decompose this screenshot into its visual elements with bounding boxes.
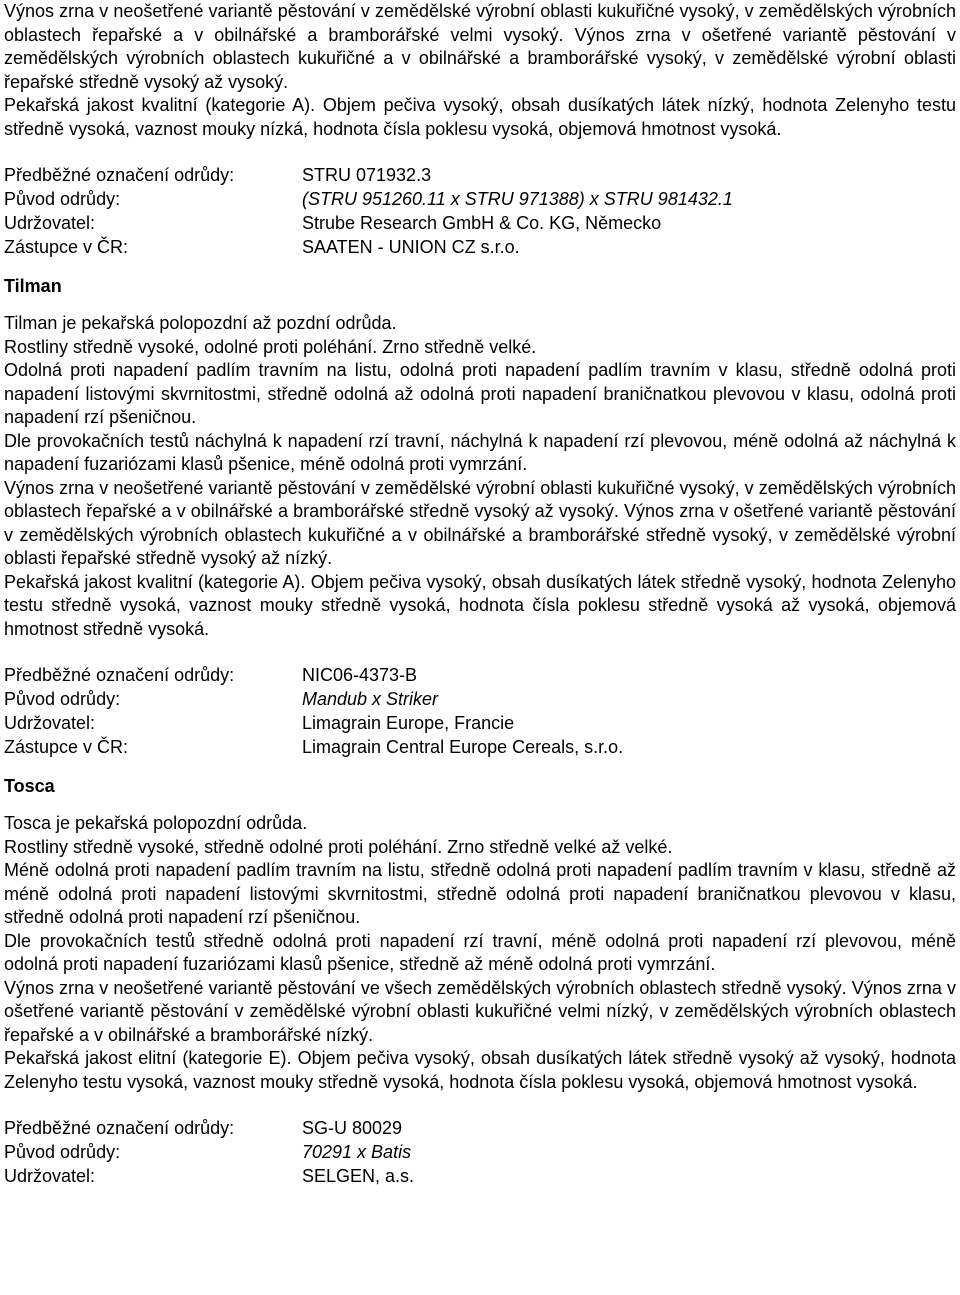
meta-label: Původ odrůdy: (4, 1142, 121, 1162)
meta-value: SG-U 80029 (302, 1118, 403, 1138)
section-heading-tosca: Tosca (4, 776, 55, 796)
tosca-section (4, 769, 956, 1188)
meta-value: STRU 071932.3 (302, 165, 432, 185)
section-heading-tilman: Tilman (4, 276, 62, 296)
meta-row-designation (4, 163, 956, 187)
meta-label: Předběžné označení odrůdy: (4, 165, 235, 185)
tosca-plants: Rostliny středně vysoké, středně odolné proti poléhání. Zrno středně velké až velké. (4, 836, 673, 857)
meta-row-maintainer (4, 211, 956, 235)
meta-label: Zástupce v ČR: (4, 737, 129, 757)
meta-value: 70291 x Batis (302, 1142, 412, 1162)
meta-row-representative (4, 735, 956, 759)
spacer (4, 641, 956, 663)
meta-label: Předběžné označení odrůdy: (4, 665, 235, 685)
tilman-quality: Pekařská jakost kvalitní (kategorie A). Objem pečiva vysoký, obsah dusíkatých látek středně vysoký, hodnota Zelenyho testu středně vysoká, vaznost mouky středně vysoká, hodnota čísla poklesu středně vysoká až vysoká, objemová hmotnost středně vysoká. (4, 571, 956, 639)
meta-label: Původ odrůdy: (4, 689, 121, 709)
meta-value: Mandub x Striker (302, 689, 439, 709)
meta-value: Strube Research GmbH & Co. KG, Německo (302, 213, 662, 233)
spacer (4, 141, 956, 163)
meta-label: Udržovatel: (4, 1166, 96, 1186)
meta-value: SELGEN, a.s. (302, 1166, 415, 1186)
tosca-summary: Tosca je pekařská polopozdní odrůda. (4, 813, 308, 833)
tosca-provocation-tests: Dle provokačních testů středně odolná proti napadení rzí travní, méně odolná proti napadení rzí plevovou, méně odolná proti napadení fuzariózami klasů pšenice, středně až méně odolná proti vymrzání. (4, 930, 956, 974)
intro-yield-paragraph: Výnos zrna v neošetřené variantě pěstování v zemědělské výrobní oblasti kukuřičné vysoký, v zemědělských výrobních oblastech řepařské a v obilnářské a bramborářské velmi vysoký. Výnos zrna v ošetřené variantě pěstování v zemědělských výrobních oblastech kukuřičné a v obilnářské a bramborářské vysoký, v zemědělské výrobní oblasti řepařské středně vysoký až vysoký. (4, 1, 956, 92)
tilman-resistance: Odolná proti napadení padlím travním na listu, odolná proti napadení padlím travním v klasu, středně odolná proti napadení listovými skvrnitostmi, středně odolná až odolná proti napadení braničnatkou plevovou v klasu, odolná proti napadení rzí pšeničnou. (4, 360, 956, 427)
meta-value: NIC06-4373-B (302, 665, 418, 685)
meta-value: (STRU 951260.11 x STRU 971388) x STRU 981432.1 (302, 189, 733, 209)
meta-label: Předběžné označení odrůdy: (4, 1118, 235, 1138)
meta-label: Udržovatel: (4, 213, 96, 233)
meta-row-representative (4, 235, 956, 259)
meta-value: SAATEN - UNION CZ s.r.o. (302, 237, 520, 257)
meta-row-origin (4, 687, 956, 711)
meta-value: Limagrain Central Europe Cereals, s.r.o. (302, 737, 624, 757)
spacer (4, 1094, 956, 1116)
meta-row-origin (4, 1140, 956, 1164)
tilman-plants: Rostliny středně vysoké, odolné proti poléhání. Zrno středně velké. (4, 336, 537, 357)
intro-section (4, 0, 956, 259)
meta-label: Udržovatel: (4, 713, 96, 733)
meta-value: Limagrain Europe, Francie (302, 713, 515, 733)
meta-label: Původ odrůdy: (4, 189, 121, 209)
meta-row-designation (4, 663, 956, 687)
intro-quality-paragraph: Pekařská jakost kvalitní (kategorie A). Objem pečiva vysoký, obsah dusíkatých látek nízký, hodnota Zelenyho testu středně vysoká, vaznost mouky nízká, hodnota čísla poklesu vysoká, objemová hmotnost vysoká. (4, 95, 956, 139)
tilman-summary: Tilman je pekařská polopozdní až pozdní odrůda. (4, 313, 397, 333)
tilman-yield: Výnos zrna v neošetřené variantě pěstování v zemědělské výrobní oblasti kukuřičné vysoký, v zemědělských výrobních oblastech řepařské a v obilnářské a bramborářské středně vysoký až vysoký. Výnos zrna v ošetřené variantě pěstování v zemědělských výrobních oblastech kukuřičné a v obilnářské a bramborářské středně vysoký, v zemědělské výrobní oblasti řepařské středně vysoký až nízký. (4, 477, 956, 568)
tosca-yield: Výnos zrna v neošetřené variantě pěstování ve všech zemědělských výrobních oblastech středně vysoký. Výnos zrna v ošetřené variantě pěstování v zemědělské výrobní oblasti kukuřičné velmi nízký, v zemědělských výrobních oblastech řepařské a v obilnářské a bramborářské nízký. (4, 977, 956, 1045)
tilman-provocation-tests: Dle provokačních testů náchylná k napadení rzí travní, náchylná k napadení rzí plevovou, méně odolná až náchylná k napadení fuzariózami klasů pšenice, méně odolná proti vymrzání. (4, 430, 956, 474)
tosca-quality: Pekařská jakost elitní (kategorie E). Objem pečiva vysoký, obsah dusíkatých látek středně vysoký až vysoký, hodnota Zelenyho testu vysoká, vaznost mouky středně vysoká, hodnota čísla poklesu vysoká, objemová hmotnost vysoká. (4, 1048, 956, 1092)
tosca-resistance: Méně odolná proti napadení padlím travním na listu, středně odolná proti napadení padlím travním v klasu, středně až méně odolná proti napadení listovými skvrnitostmi, středně odolná proti napadení braničnatkou plevovou v klasu, středně odolná proti napadení rzí pšeničnou. (4, 860, 956, 927)
meta-row-designation (4, 1116, 956, 1140)
meta-row-maintainer (4, 1164, 956, 1188)
meta-label: Zástupce v ČR: (4, 237, 129, 257)
meta-row-maintainer (4, 711, 956, 735)
tilman-section (4, 269, 956, 759)
meta-row-origin (4, 187, 956, 211)
